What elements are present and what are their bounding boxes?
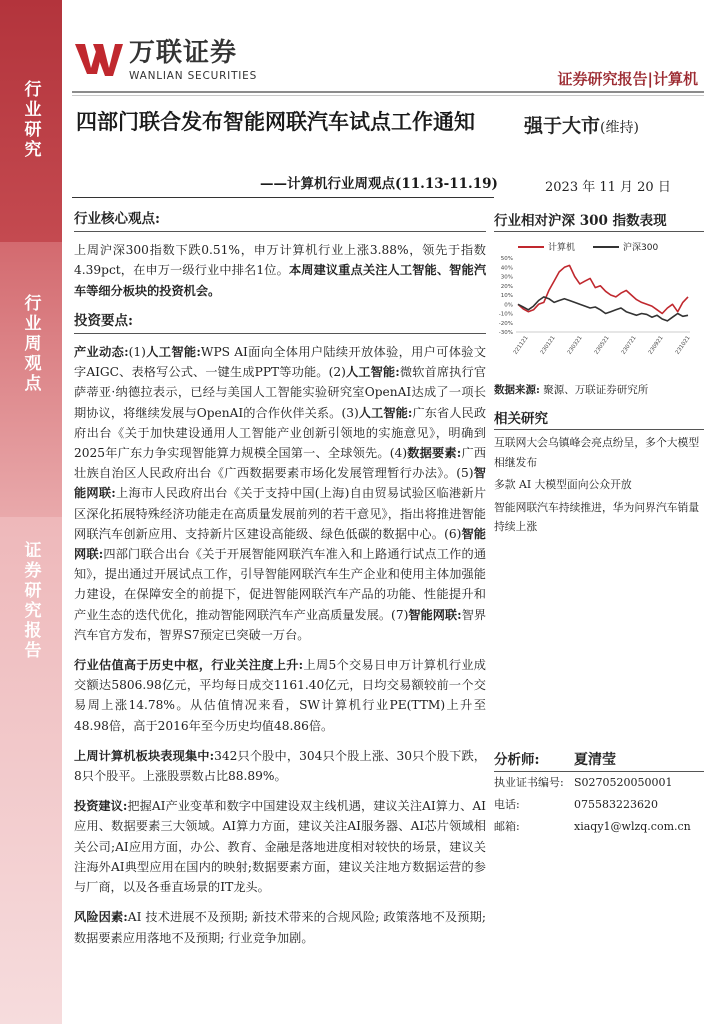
related-research-item[interactable]: 多款 AI 大模型面向公众开放 <box>494 478 632 491</box>
related-research-item[interactable]: 智能网联汽车持续推进，华为问界汽车销量持续上涨 <box>494 500 700 533</box>
sidebar-label-securities-report: 证券研究报告 <box>20 541 41 661</box>
legend-label-computer: 计算机 <box>548 243 576 253</box>
y-tick-label: 40% <box>500 265 513 272</box>
industry-text-b: WPS AI面向全体用户陆续开放体验，用户可体验文字AIGC、表格写公式、一键生成PPT等功能。(2) <box>74 345 487 380</box>
report-date: 2023 年 11 月 20 日 <box>545 180 671 195</box>
y-tick-label: 20% <box>500 283 513 290</box>
rating-note: (维持) <box>600 120 639 136</box>
report-subtitle: ——计算机行业周观点(11.13-11.19) <box>260 176 498 192</box>
industry-text-f: 上海市人民政府出台《关于支持中国(上海)自由贸易试验区临港新片区深化拓展特殊经济功能走在高质量发展前列的若干意见》，指出将推进智能网联汽车创新应用、支持新片区建设高能级、绿色低碳的数据中心。(6) <box>74 486 487 541</box>
industry-auto1-label: 智能网联: <box>74 466 486 501</box>
industry-dynamics-label: 产业动态: <box>74 345 129 360</box>
core-view-bold: 本周建议重点关注人工智能、智能汽车等细分板块的投资机会。 <box>74 263 487 298</box>
risk-factors-text: AI 技术进展不及预期; 新技术带来的合规风险; 政策落地不及预期; 数据要素应用落地不及预期; 行业竞争加剧。 <box>74 910 487 945</box>
report-title: 四部门联合发布智能网联汽车试点工作通知 <box>76 109 475 134</box>
analyst-phone-row <box>494 794 704 816</box>
y-tick-label: -20% <box>498 320 513 327</box>
chart-heading: 行业相对沪深 300 指数表现 <box>494 209 704 232</box>
cert-value: S0270520050001 <box>574 776 673 789</box>
logo-text-en: WANLIAN SECURITIES <box>129 70 258 82</box>
series-line-hs300 <box>518 297 688 321</box>
board-performance-paragraph <box>74 746 486 786</box>
data-source <box>494 382 704 397</box>
core-view-paragraph <box>74 240 486 301</box>
data-source-label: 数据来源: <box>494 384 540 396</box>
investment-advice-label: 投资建议: <box>74 799 128 814</box>
logo-text-cn: 万联证券 <box>129 38 238 68</box>
analyst-email-row <box>494 816 704 838</box>
industry-ai2-label: 人工智能: <box>345 365 400 380</box>
left-sidebar <box>0 0 62 1024</box>
risk-factors-paragraph <box>74 907 486 947</box>
x-tick-label: 221121 <box>512 335 530 356</box>
industry-data-label: 数据要素: <box>407 446 462 461</box>
board-performance-text: 342只个股中，304只个股上涨、30只个股下跌，8只个股平。上涨股票数占比88.89%。 <box>74 748 486 784</box>
investment-advice-paragraph <box>74 796 486 897</box>
x-tick-label: 230521 <box>593 335 611 356</box>
industry-auto3-label: 智能网联: <box>408 607 462 622</box>
right-column <box>494 209 704 537</box>
header-divider <box>72 91 704 93</box>
phone-label: 电话: <box>494 798 520 811</box>
sidebar-label-weekly-view: 行业周观点 <box>20 294 41 394</box>
sidebar-section-securities-report <box>0 517 62 1024</box>
analyst-label: 分析师: <box>494 752 540 768</box>
y-tick-label: -30% <box>498 330 513 336</box>
email-label: 邮箱: <box>494 820 520 833</box>
x-tick-label: 230321 <box>566 335 584 356</box>
investment-advice-text: 把握AI产业变革和数字中国建设双主线机遇，建议关注AI算力、AI应用、数据要素三大领域。AI算力方面，建议关注AI服务器、AI芯片领域相关公司;AI应用方面，办公、教育、金融是落地进度相对较快的场景，建议关注海外AI典型应用在国内的映射;数据要素方面，建议关注地方数据运营的参与厂商，以及各垂直场景的IT龙头。 <box>74 799 486 895</box>
valuation-paragraph <box>74 655 486 736</box>
valuation-text: 上周5个交易日申万计算机行业成交额达5806.98亿元，平均每日成交1161.40亿元，日均交易额较前一个交易周上涨14.78%。从估值情况来看，SW计算机行业PE(TTM)上升至48.98倍，高于2016年至今历史均值48.86倍。 <box>74 658 486 733</box>
rating-label: 强于大市 <box>524 115 601 137</box>
x-tick-label: 231021 <box>674 335 692 356</box>
email-value[interactable]: xiaqy1@wlzq.com.cn <box>574 820 691 833</box>
industry-ai3-label: 人工智能: <box>358 405 413 420</box>
analyst-name: 夏清莹 <box>574 752 616 768</box>
industry-dynamics-paragraph <box>74 342 486 645</box>
legend-label-hs300: 沪深300 <box>623 243 659 253</box>
industry-text-e: 广西壮族自治区人民政府出台《广西数据要素市场化发展管理暂行办法》。(5) <box>74 446 487 481</box>
data-source-text: 聚源、万联证券研究所 <box>543 384 649 396</box>
analyst-cert-row <box>494 772 704 794</box>
wanlian-logo-icon <box>73 38 123 82</box>
y-tick-label: 10% <box>500 293 513 299</box>
risk-factors-label: 风险因素: <box>74 910 128 925</box>
analyst-header <box>494 748 704 772</box>
rating <box>524 111 639 138</box>
industry-text-a: (1) <box>128 345 146 360</box>
title-divider <box>72 197 494 198</box>
core-view-text: 上周沪深300指数下跌0.51%，申万计算机行业上涨3.88%，领先于指数4.39pct，在申万一级行业中排名1位。 <box>74 243 486 278</box>
valuation-label: 行业估值高于历史中枢，行业关注度上升: <box>74 658 304 673</box>
industry-ai1-label: 人工智能: <box>145 345 201 360</box>
industry-text-c: 微软首席执行官萨蒂亚·纳德拉表示，已经与美国人工智能实验研究室OpenAI达成了一项长期协议，将继续发展与OpenAI的合作伙伴关系。(3) <box>74 365 487 420</box>
cert-label: 执业证书编号: <box>494 776 564 789</box>
y-tick-label: -10% <box>498 311 513 318</box>
report-type-label: 证券研究报告|计算机 <box>557 70 698 88</box>
industry-auto2-label: 智能网联: <box>74 526 486 562</box>
related-research-heading: 相关研究 <box>494 407 704 430</box>
key-points-heading: 投资要点: <box>74 311 486 334</box>
y-tick-label: 0% <box>504 302 513 309</box>
main-content <box>74 209 486 948</box>
x-tick-label: 230921 <box>647 335 665 356</box>
industry-text-d: 广东省人民政府出台《关于加快建设通用人工智能产业创新引领地的实施意见》，明确到2025年广东力争实现智能算力规模全国第一、全球领先。(4) <box>74 405 487 461</box>
sidebar-section-industry-research <box>0 0 62 242</box>
analyst-info <box>494 748 704 838</box>
core-view-heading: 行业核心观点: <box>74 209 486 232</box>
relative-performance-chart <box>494 240 704 362</box>
y-tick-label: 30% <box>500 274 513 281</box>
y-tick-label: 50% <box>500 256 513 262</box>
chart-plot <box>494 240 694 362</box>
company-logo <box>73 38 257 82</box>
industry-text-g: 四部门联合出台《关于开展智能网联汽车准入和上路通行试点工作的通知》，提出通过开展试点工作，引导智能网联汽车生产企业和使用主体加强能力建设，在保障安全的前提下，促进智能网联汽车产品的功能、性能提升和产业生态的迭代优化，推动智能网联汽车产业高质量发展。(7) <box>74 547 487 622</box>
phone-value: 075583223620 <box>574 798 658 811</box>
related-research-item[interactable]: 互联网大会乌镇峰会亮点纷呈，多个大模型相继发布 <box>494 436 700 469</box>
sidebar-label-industry-research: 行业研究 <box>20 80 41 160</box>
x-tick-label: 230721 <box>620 335 638 356</box>
sidebar-section-weekly-view <box>0 242 62 517</box>
series-line-computer <box>518 265 688 313</box>
board-performance-label: 上周计算机板块表现集中: <box>74 748 215 763</box>
header-divider-thin <box>72 95 704 96</box>
x-tick-label: 230121 <box>539 335 557 356</box>
industry-text-h: 智界汽车官方发布，智界S7预定已突破一万台。 <box>74 607 487 642</box>
